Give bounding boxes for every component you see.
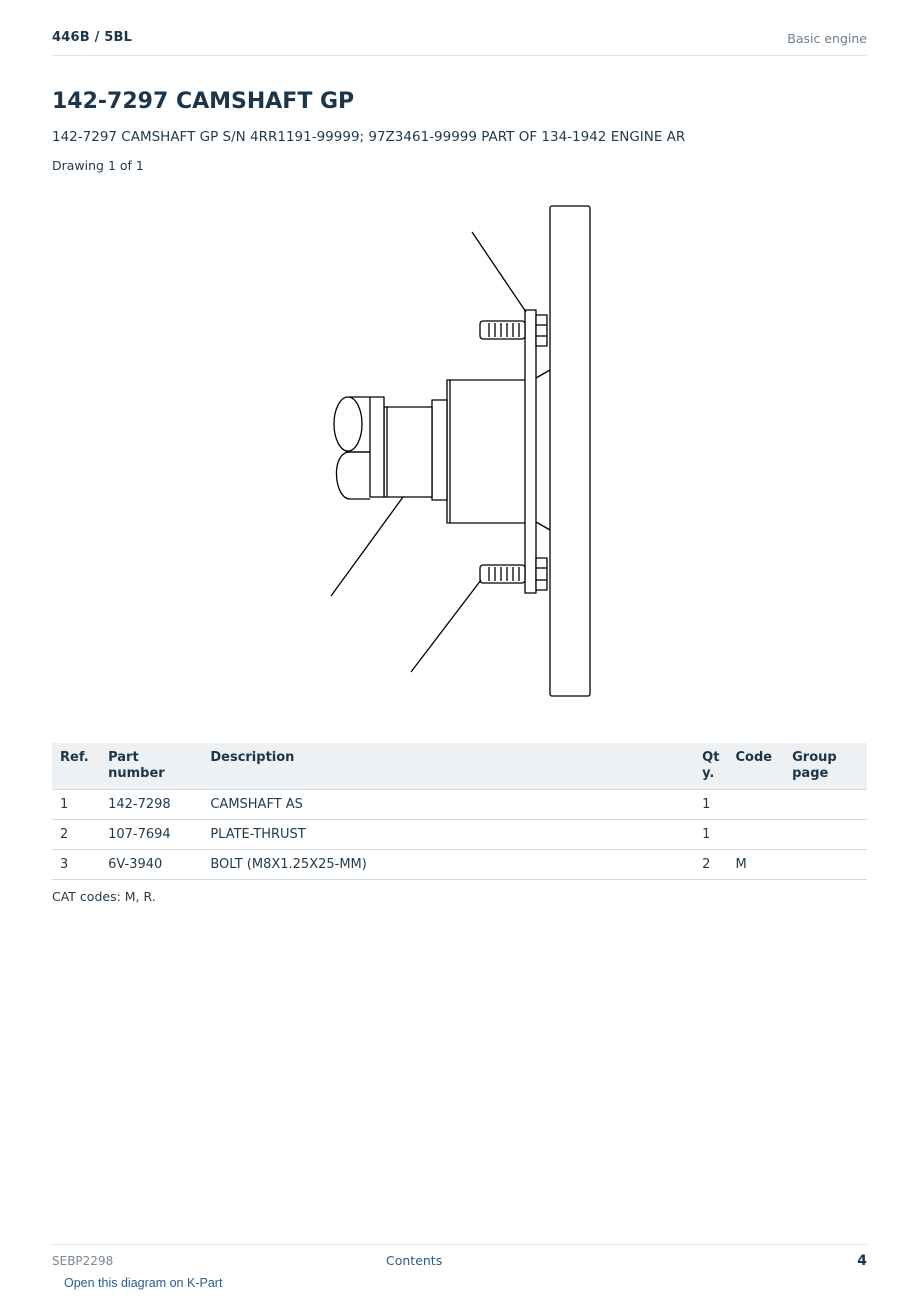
cell-qty: 2 [694, 850, 727, 880]
section-name: Basic engine [787, 31, 867, 46]
cell-description: CAMSHAFT AS [202, 790, 694, 820]
lower-bolt-shape [480, 558, 547, 590]
cell-qty: 1 [694, 790, 727, 820]
col-header-description: Description [202, 743, 694, 790]
open-kpart-link[interactable]: Open this diagram on K-Part [64, 1276, 223, 1290]
upper-bolt-shape [480, 315, 547, 346]
col-header-qty: Qty. [694, 743, 727, 790]
page-number: 4 [857, 1253, 867, 1269]
page-header [52, 28, 867, 56]
cell-ref: 2 [52, 820, 100, 850]
cat-codes-note: CAT codes: M, R. [52, 889, 156, 904]
cell-description: PLATE-THRUST [202, 820, 694, 850]
contents-link[interactable]: Contents [386, 1253, 443, 1268]
drawing-count: Drawing 1 of 1 [52, 158, 144, 173]
cell-part-number: 6V-3940 [100, 850, 202, 880]
col-header-ref: Ref. [52, 743, 100, 790]
leader-line-camshaft [331, 497, 403, 596]
table-row [52, 790, 867, 820]
camshaft-exploded-diagram [320, 195, 610, 705]
cell-qty: 1 [694, 820, 727, 850]
cell-code [728, 820, 785, 850]
page-footer [52, 1244, 867, 1275]
gear-flange-shape [536, 206, 590, 696]
cell-description: BOLT (M8X1.25X25-MM) [202, 850, 694, 880]
cell-part-number: 142-7298 [100, 790, 202, 820]
model-breadcrumb: 446B / 5BL [52, 30, 133, 45]
col-header-group-page: Group page [784, 743, 867, 790]
leader-line-bolt [411, 580, 481, 672]
table-row [52, 850, 867, 880]
table-row [52, 820, 867, 850]
leader-line-thrust-plate [472, 232, 526, 312]
parts-list-table [52, 743, 867, 880]
camshaft-shape [334, 380, 527, 523]
cell-code [728, 790, 785, 820]
cell-group-page [784, 820, 867, 850]
cell-ref: 3 [52, 850, 100, 880]
group-description: 142-7297 CAMSHAFT GP S/N 4RR1191-99999; 97Z3461-99999 PART OF 134-1942 ENGINE AR [52, 129, 686, 145]
cell-group-page [784, 850, 867, 880]
thrust-plate-shape [525, 310, 536, 593]
cell-ref: 1 [52, 790, 100, 820]
cell-part-number: 107-7694 [100, 820, 202, 850]
page-title: 142-7297 CAMSHAFT GP [52, 89, 355, 114]
col-header-code: Code [728, 743, 785, 790]
table-header-row [52, 743, 867, 790]
cell-code: M [728, 850, 785, 880]
document-id: SEBP2298 [52, 1254, 114, 1268]
col-header-part-number: Part number [100, 743, 202, 790]
cell-group-page [784, 790, 867, 820]
